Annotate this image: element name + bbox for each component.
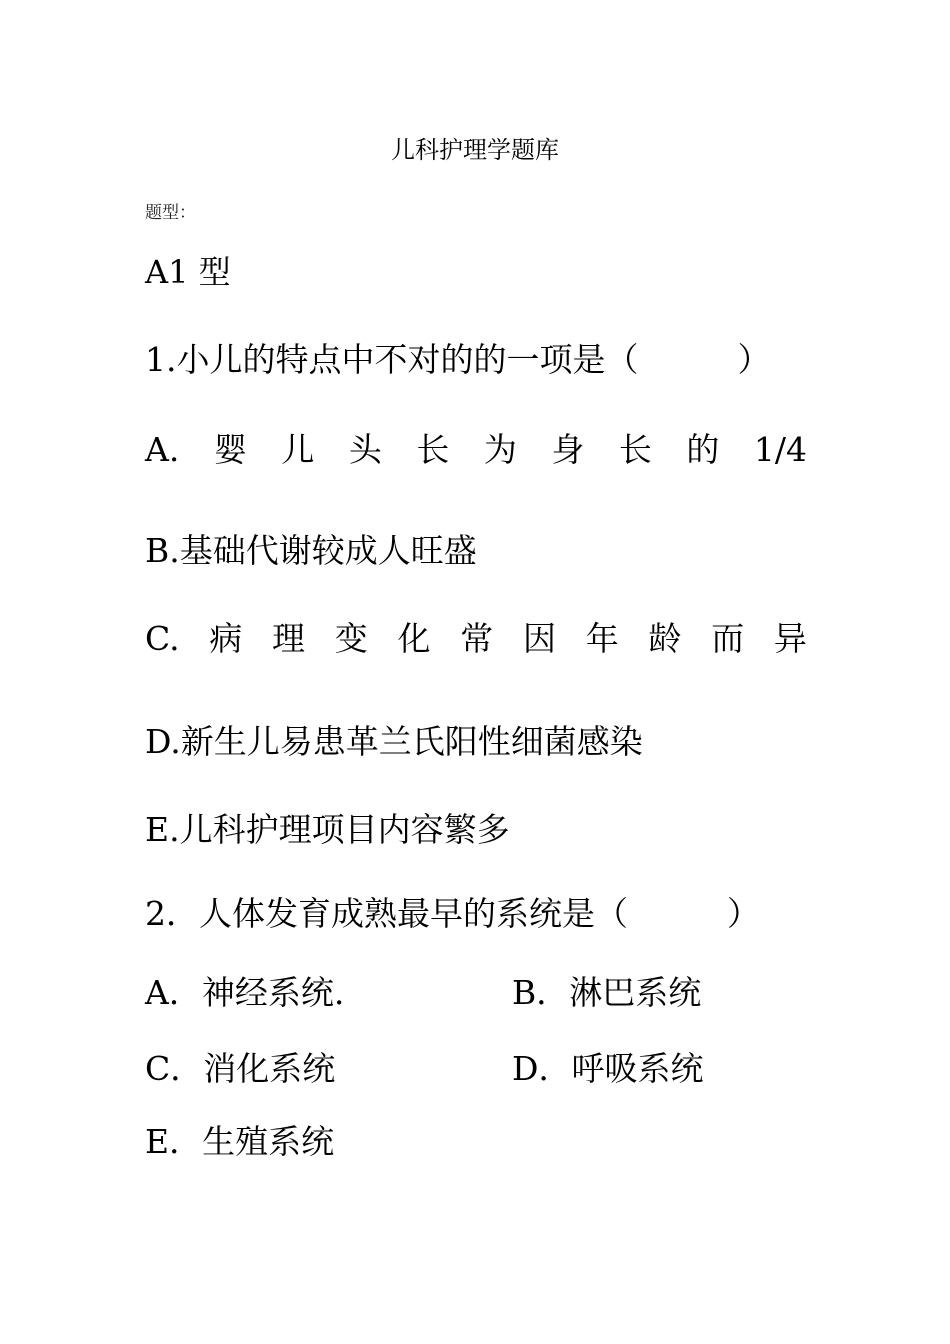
option-token: 异 — [773, 619, 807, 658]
option-token: 而 — [711, 619, 745, 658]
option-token: 长 — [618, 430, 652, 469]
option-token: 常 — [460, 619, 494, 658]
question-2-option-a: A．神经系统. — [145, 973, 345, 1012]
option-token: 身 — [551, 430, 585, 469]
option-token: 为 — [483, 430, 517, 469]
question-type-label: 题型： — [145, 203, 196, 223]
option-token: A. — [145, 430, 180, 469]
question-1-option-a — [145, 430, 807, 469]
question-2-option-e: E．生殖系统 — [145, 1122, 335, 1161]
option-token: 长 — [416, 430, 450, 469]
question-2-option-b: B．淋巴系统 — [512, 973, 702, 1012]
question-1-option-b: B.基础代谢较成人旺盛 — [145, 531, 477, 570]
option-token: C. — [145, 619, 180, 658]
option-token: 龄 — [648, 619, 682, 658]
question-1-option-e: E.儿科护理项目内容繁多 — [145, 810, 510, 849]
option-token: 的 — [686, 430, 720, 469]
question-1-stem: 1.小儿的特点中不对的的一项是（ ） — [145, 340, 771, 379]
option-token: 头 — [348, 430, 382, 469]
option-token: 婴 — [213, 430, 247, 469]
question-2-option-d: D．呼吸系统 — [512, 1049, 704, 1088]
option-token: 1/4 — [753, 430, 807, 469]
option-token: 儿 — [281, 430, 315, 469]
option-token: 理 — [272, 619, 306, 658]
option-token: 病 — [209, 619, 243, 658]
question-2-option-c: C．消化系统 — [145, 1049, 336, 1088]
option-token: 化 — [397, 619, 431, 658]
question-type-heading: A1 型 — [145, 253, 231, 291]
document-title: 儿科护理学题库 — [391, 136, 559, 164]
question-1-option-d: D.新生儿易患革兰氏阳性细菌感染 — [145, 722, 643, 761]
option-token: 因 — [522, 619, 556, 658]
option-token: 年 — [585, 619, 619, 658]
question-2-stem: 2．人体发育成熟最早的系统是（ ） — [145, 894, 760, 933]
question-1-option-c — [145, 619, 807, 658]
option-token: 变 — [334, 619, 368, 658]
